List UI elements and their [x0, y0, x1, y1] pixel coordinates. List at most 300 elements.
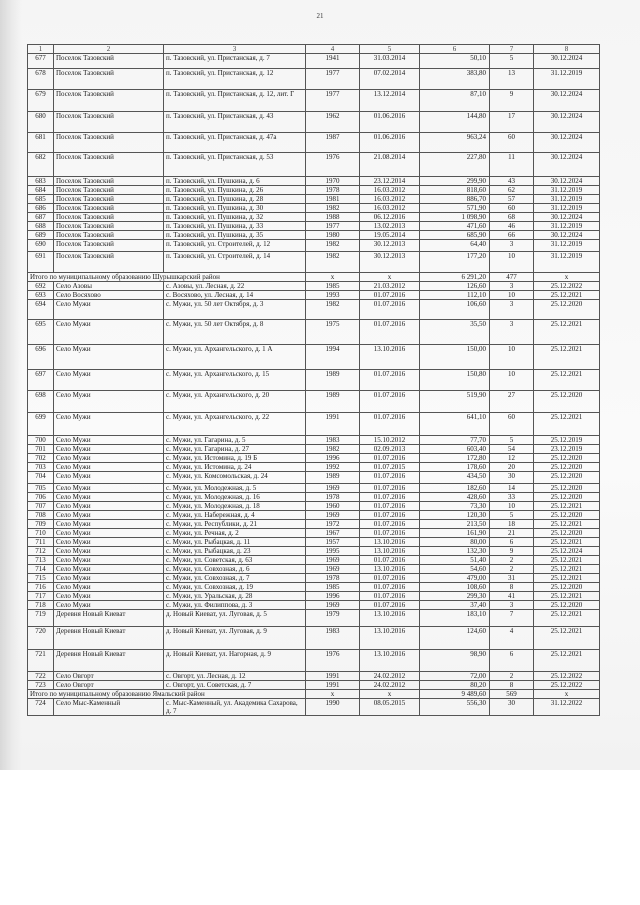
settlement-cell: Село Мужи: [54, 493, 164, 502]
area-cell: 54,60: [420, 565, 490, 574]
address-cell: с. Мужи, ул. Молодежная, д. 18: [164, 502, 306, 511]
area-cell: 112,10: [420, 291, 490, 300]
address-cell: с. Мужи, ул. Комсомольская, д. 24: [164, 472, 306, 484]
residents-cell: 27: [490, 391, 534, 413]
row-number-cell: 684: [28, 186, 54, 195]
settlement-cell: Поселок Тазовский: [54, 195, 164, 204]
residents-total-cell: 477: [490, 273, 534, 282]
recognition-date-cell: 01.07.2016: [360, 583, 420, 592]
area-cell: 144,80: [420, 112, 490, 133]
residents-cell: 66: [490, 231, 534, 240]
residents-cell: 10: [490, 502, 534, 511]
recognition-date-cell: 13.02.2013: [360, 222, 420, 231]
table-row: [28, 493, 600, 502]
residents-cell: 13: [490, 69, 534, 90]
row-number-cell: 691: [28, 252, 54, 273]
address-cell: п. Тазовский, ул. Пушкина, д. 6: [164, 177, 306, 186]
recognition-date-cell: 07.02.2014: [360, 69, 420, 90]
deadline-cell: 23.12.2019: [534, 445, 600, 454]
row-number-cell: 685: [28, 195, 54, 204]
settlement-cell: Село Мужи: [54, 391, 164, 413]
table-row: [28, 463, 600, 472]
table-row: [28, 240, 600, 252]
year-built-cell: 1995: [306, 547, 360, 556]
row-number-cell: 712: [28, 547, 54, 556]
deadline-cell: 31.12.2019: [534, 195, 600, 204]
area-cell: 886,70: [420, 195, 490, 204]
settlement-cell: Село Азовы: [54, 282, 164, 291]
area-cell: 471,60: [420, 222, 490, 231]
address-cell: с. Мыс-Каменный, ул. Академика Сахарова, д. 7: [164, 699, 306, 716]
table-row: [28, 370, 600, 391]
address-cell: с. Мужи, ул. Совхозная, д. 7: [164, 574, 306, 583]
deadline-cell: 30.12.2024: [534, 90, 600, 112]
address-cell: с. Мужи, ул. Молодежная, д. 5: [164, 484, 306, 493]
table-row: [28, 391, 600, 413]
settlement-cell: Село Мужи: [54, 520, 164, 529]
recognition-date-cell: 13.10.2016: [360, 650, 420, 672]
year-built-cell: 1985: [306, 282, 360, 291]
recognition-date-cell: 06.12.2016: [360, 213, 420, 222]
row-number-cell: 677: [28, 54, 54, 69]
table-row: [28, 436, 600, 445]
address-cell: п. Тазовский, ул. Пушкина, д. 35: [164, 231, 306, 240]
row-number-cell: 688: [28, 222, 54, 231]
residents-cell: 9: [490, 547, 534, 556]
area-cell: 172,80: [420, 454, 490, 463]
residents-cell: 60: [490, 204, 534, 213]
address-cell: с. Мужи, ул. Рыбацкая, д. 23: [164, 547, 306, 556]
row-number-cell: 680: [28, 112, 54, 133]
table-row: [28, 529, 600, 538]
settlement-cell: Поселок Тазовский: [54, 240, 164, 252]
deadline-cell: 25.12.2021: [534, 413, 600, 436]
address-cell: с. Мужи, ул. Архангельского, д. 22: [164, 413, 306, 436]
residents-cell: 5: [490, 436, 534, 445]
settlement-cell: Село Мужи: [54, 565, 164, 574]
address-cell: с. Мужи, ул. Рыбацкая, д. 11: [164, 538, 306, 547]
residents-cell: 10: [490, 252, 534, 273]
deadline-cell: 25.12.2021: [534, 574, 600, 583]
table-row: [28, 153, 600, 177]
recognition-date-cell: x: [360, 690, 420, 699]
year-built-cell: x: [306, 273, 360, 282]
deadline-cell: 25.12.2021: [534, 565, 600, 574]
table-row: [28, 320, 600, 345]
year-built-cell: 1989: [306, 391, 360, 413]
deadline-cell: 25.12.2020: [534, 583, 600, 592]
residents-cell: 3: [490, 601, 534, 610]
year-built-cell: 1991: [306, 681, 360, 690]
recognition-date-cell: 01.07.2016: [360, 556, 420, 565]
residents-cell: 7: [490, 610, 534, 627]
area-cell: 150,80: [420, 370, 490, 391]
address-cell: с. Мужи, ул. Архангельского, д. 1 А: [164, 345, 306, 370]
row-number-cell: 692: [28, 282, 54, 291]
settlement-cell: Село Овгорт: [54, 681, 164, 690]
area-cell: 183,10: [420, 610, 490, 627]
year-built-cell: 1967: [306, 529, 360, 538]
residents-cell: 20: [490, 463, 534, 472]
year-built-cell: 1982: [306, 445, 360, 454]
settlement-cell: Село Мужи: [54, 511, 164, 520]
address-cell: п. Тазовский, ул. Пристанская, д. 12, лит. Г: [164, 90, 306, 112]
year-built-cell: 1991: [306, 672, 360, 681]
residents-cell: 3: [490, 320, 534, 345]
deadline-cell: 25.12.2021: [534, 320, 600, 345]
recognition-date-cell: 16.03.2012: [360, 204, 420, 213]
area-cell: 177,20: [420, 252, 490, 273]
row-number-cell: 705: [28, 484, 54, 493]
area-total-cell: 9 489,60: [420, 690, 490, 699]
table-row: [28, 520, 600, 529]
housing-table: [27, 44, 600, 716]
deadline-cell: 31.12.2019: [534, 240, 600, 252]
area-cell: 299,90: [420, 177, 490, 186]
year-built-cell: 1996: [306, 592, 360, 601]
residents-cell: 46: [490, 222, 534, 231]
residents-cell: 33: [490, 493, 534, 502]
recognition-date-cell: 08.05.2015: [360, 699, 420, 716]
address-cell: с. Мужи, ул. Гагарина, д. 5: [164, 436, 306, 445]
recognition-date-cell: 01.07.2016: [360, 520, 420, 529]
deadline-cell: 25.12.2021: [534, 538, 600, 547]
deadline-cell: 31.12.2019: [534, 186, 600, 195]
area-cell: 1 098,90: [420, 213, 490, 222]
year-built-cell: 1985: [306, 583, 360, 592]
table-row: [28, 538, 600, 547]
area-cell: 80,20: [420, 681, 490, 690]
table-row: [28, 610, 600, 627]
residents-cell: 2: [490, 565, 534, 574]
table-row: [28, 345, 600, 370]
settlement-cell: Село Мужи: [54, 320, 164, 345]
row-number-cell: 710: [28, 529, 54, 538]
address-cell: с. Мужи, ул. Архангельского, д. 15: [164, 370, 306, 391]
address-cell: с. Овгорт, ул. Советская, д. 7: [164, 681, 306, 690]
area-cell: 106,60: [420, 300, 490, 320]
row-number-cell: 699: [28, 413, 54, 436]
settlement-cell: Поселок Тазовский: [54, 177, 164, 186]
year-built-cell: 1977: [306, 90, 360, 112]
column-number-cell: 7: [490, 45, 534, 54]
row-number-cell: 704: [28, 472, 54, 484]
area-cell: 120,30: [420, 511, 490, 520]
table-row: [28, 511, 600, 520]
area-cell: 428,60: [420, 493, 490, 502]
residents-cell: 21: [490, 529, 534, 538]
settlement-cell: Село Мужи: [54, 463, 164, 472]
year-built-cell: 1970: [306, 177, 360, 186]
address-cell: с. Мужи, ул. Набережная, д. 4: [164, 511, 306, 520]
area-cell: 227,80: [420, 153, 490, 177]
table-row: [28, 574, 600, 583]
address-cell: с. Мужи, ул. Совхозная, д. 19: [164, 583, 306, 592]
area-cell: 77,70: [420, 436, 490, 445]
year-built-cell: 1978: [306, 186, 360, 195]
settlement-cell: Село Мужи: [54, 413, 164, 436]
row-number-cell: 716: [28, 583, 54, 592]
table-row: [28, 90, 600, 112]
column-number-row: [28, 45, 600, 54]
address-cell: с. Мужи, ул. 50 лет Октября, д. 8: [164, 320, 306, 345]
address-cell: п. Тазовский, ул. Строителей, д. 14: [164, 252, 306, 273]
row-number-cell: 681: [28, 133, 54, 153]
table-row: [28, 195, 600, 204]
table-row: [28, 445, 600, 454]
recognition-date-cell: 23.12.2014: [360, 177, 420, 186]
settlement-cell: Село Овгорт: [54, 672, 164, 681]
address-cell: с. Мужи, ул. Республики, д. 21: [164, 520, 306, 529]
table-row: [28, 565, 600, 574]
deadline-cell: 31.12.2019: [534, 252, 600, 273]
row-number-cell: 682: [28, 153, 54, 177]
year-built-cell: 1993: [306, 291, 360, 300]
row-number-cell: 679: [28, 90, 54, 112]
row-number-cell: 723: [28, 681, 54, 690]
recognition-date-cell: 01.07.2016: [360, 592, 420, 601]
area-cell: 108,60: [420, 583, 490, 592]
row-number-cell: 721: [28, 650, 54, 672]
table-row: [28, 413, 600, 436]
address-cell: с. Мужи, ул. Советская, д. 63: [164, 556, 306, 565]
row-number-cell: 683: [28, 177, 54, 186]
year-built-cell: 1969: [306, 601, 360, 610]
settlement-cell: Село Мужи: [54, 556, 164, 565]
recognition-date-cell: 01.07.2016: [360, 502, 420, 511]
address-cell: с. Мужи, ул. Филиппова, д. 3: [164, 601, 306, 610]
settlement-cell: Поселок Тазовский: [54, 213, 164, 222]
year-built-cell: x: [306, 690, 360, 699]
subtotal-row: [28, 690, 600, 699]
recognition-date-cell: 01.07.2016: [360, 472, 420, 484]
recognition-date-cell: 01.07.2016: [360, 320, 420, 345]
recognition-date-cell: 01.07.2016: [360, 391, 420, 413]
area-cell: 50,10: [420, 54, 490, 69]
row-number-cell: 702: [28, 454, 54, 463]
address-cell: с. Мужи, ул. Гагарина, д. 27: [164, 445, 306, 454]
year-built-cell: 1988: [306, 213, 360, 222]
residents-cell: 5: [490, 54, 534, 69]
deadline-cell: 25.12.2021: [534, 592, 600, 601]
residents-cell: 3: [490, 282, 534, 291]
recognition-date-cell: 13.10.2016: [360, 565, 420, 574]
table-row: [28, 454, 600, 463]
table-row: [28, 627, 600, 650]
year-built-cell: 1983: [306, 627, 360, 650]
recognition-date-cell: 31.03.2014: [360, 54, 420, 69]
residents-cell: 12: [490, 454, 534, 463]
address-cell: д. Новый Киеват, ул. Луговая, д. 9: [164, 627, 306, 650]
table-row: [28, 484, 600, 493]
deadline-cell: 25.12.2024: [534, 547, 600, 556]
recognition-date-cell: 24.02.2012: [360, 672, 420, 681]
residents-cell: 10: [490, 345, 534, 370]
residents-cell: 2: [490, 556, 534, 565]
residents-cell: 6: [490, 538, 534, 547]
year-built-cell: 1969: [306, 556, 360, 565]
area-cell: 35,50: [420, 320, 490, 345]
year-built-cell: 1991: [306, 413, 360, 436]
settlement-cell: Село Мужи: [54, 538, 164, 547]
recognition-date-cell: 01.07.2016: [360, 601, 420, 610]
year-built-cell: 1989: [306, 472, 360, 484]
table-row: [28, 133, 600, 153]
area-cell: 641,10: [420, 413, 490, 436]
row-number-cell: 706: [28, 493, 54, 502]
year-built-cell: 1960: [306, 502, 360, 511]
recognition-date-cell: 21.08.2014: [360, 153, 420, 177]
address-cell: д. Новый Киеват, ул. Луговая, д. 5: [164, 610, 306, 627]
year-built-cell: 1979: [306, 610, 360, 627]
area-cell: 80,00: [420, 538, 490, 547]
row-number-cell: 690: [28, 240, 54, 252]
row-number-cell: 694: [28, 300, 54, 320]
settlement-cell: Деревня Новый Киеват: [54, 610, 164, 627]
row-number-cell: 689: [28, 231, 54, 240]
table-row: [28, 69, 600, 90]
year-built-cell: 1957: [306, 538, 360, 547]
area-cell: 603,40: [420, 445, 490, 454]
table-row: [28, 112, 600, 133]
recognition-date-cell: 01.07.2016: [360, 529, 420, 538]
deadline-cell: 25.12.2021: [534, 556, 600, 565]
address-cell: с. Мужи, ул. Речная, д. 2: [164, 529, 306, 538]
recognition-date-cell: 13.12.2014: [360, 90, 420, 112]
area-cell: 87,10: [420, 90, 490, 112]
address-cell: п. Тазовский, ул. Пристанская, д. 47а: [164, 133, 306, 153]
area-cell: 685,90: [420, 231, 490, 240]
address-cell: п. Тазовский, ул. Пристанская, д. 53: [164, 153, 306, 177]
residents-total-cell: 569: [490, 690, 534, 699]
settlement-cell: Село Мужи: [54, 547, 164, 556]
year-built-cell: 1969: [306, 511, 360, 520]
deadline-cell: 25.12.2021: [534, 650, 600, 672]
recognition-date-cell: 21.03.2012: [360, 282, 420, 291]
recognition-date-cell: 01.06.2016: [360, 133, 420, 153]
address-cell: с. Азовы, ул. Лесная, д. 22: [164, 282, 306, 291]
row-number-cell: 686: [28, 204, 54, 213]
area-cell: 299,30: [420, 592, 490, 601]
address-cell: п. Тазовский, ул. Пушкина, д. 33: [164, 222, 306, 231]
recognition-date-cell: 01.07.2015: [360, 463, 420, 472]
deadline-cell: 25.12.2021: [534, 291, 600, 300]
year-built-cell: 1982: [306, 204, 360, 213]
table-row: [28, 204, 600, 213]
table-row: [28, 681, 600, 690]
table-row: [28, 592, 600, 601]
deadline-cell: 31.12.2022: [534, 699, 600, 716]
settlement-cell: Село Мужи: [54, 445, 164, 454]
column-number-cell: 1: [28, 45, 54, 54]
area-cell: 150,00: [420, 345, 490, 370]
area-cell: 571,90: [420, 204, 490, 213]
area-cell: 178,60: [420, 463, 490, 472]
settlement-cell: Село Мужи: [54, 601, 164, 610]
row-number-cell: 714: [28, 565, 54, 574]
recognition-date-cell: 01.07.2016: [360, 370, 420, 391]
residents-cell: 18: [490, 520, 534, 529]
table-row: [28, 213, 600, 222]
deadline-cell: 25.12.2020: [534, 391, 600, 413]
area-cell: 383,80: [420, 69, 490, 90]
year-built-cell: 1989: [306, 370, 360, 391]
address-cell: п. Тазовский, ул. Пушкина, д. 26: [164, 186, 306, 195]
deadline-cell: 25.12.2020: [534, 454, 600, 463]
settlement-cell: Деревня Новый Киеват: [54, 627, 164, 650]
settlement-cell: Село Мужи: [54, 583, 164, 592]
row-number-cell: 720: [28, 627, 54, 650]
table-row: [28, 54, 600, 69]
area-cell: 818,60: [420, 186, 490, 195]
recognition-date-cell: 01.07.2016: [360, 454, 420, 463]
recognition-date-cell: 01.07.2016: [360, 493, 420, 502]
table-row: [28, 547, 600, 556]
area-cell: 64,40: [420, 240, 490, 252]
year-built-cell: 1972: [306, 520, 360, 529]
row-number-cell: 703: [28, 463, 54, 472]
year-built-cell: 1994: [306, 345, 360, 370]
year-built-cell: 1977: [306, 222, 360, 231]
settlement-cell: Село Мужи: [54, 345, 164, 370]
year-built-cell: 1977: [306, 69, 360, 90]
recognition-date-cell: 01.07.2016: [360, 511, 420, 520]
deadline-cell: 31.12.2019: [534, 222, 600, 231]
deadline-cell: 25.12.2022: [534, 672, 600, 681]
residents-cell: 11: [490, 153, 534, 177]
settlement-cell: Поселок Тазовский: [54, 90, 164, 112]
area-cell: 132,30: [420, 547, 490, 556]
address-cell: с. Мужи, ул. 50 лет Октября, д. 3: [164, 300, 306, 320]
deadline-cell: 25.12.2020: [534, 511, 600, 520]
residents-cell: 3: [490, 240, 534, 252]
settlement-cell: Поселок Тазовский: [54, 231, 164, 240]
residents-cell: 10: [490, 291, 534, 300]
deadline-cell: 25.12.2022: [534, 282, 600, 291]
settlement-cell: Село Восяхово: [54, 291, 164, 300]
residents-cell: 54: [490, 445, 534, 454]
recognition-date-cell: 13.10.2016: [360, 345, 420, 370]
residents-cell: 2: [490, 672, 534, 681]
address-cell: п. Тазовский, ул. Пристанская, д. 12: [164, 69, 306, 90]
deadline-cell: 25.12.2020: [534, 601, 600, 610]
row-number-cell: 709: [28, 520, 54, 529]
settlement-cell: Поселок Тазовский: [54, 69, 164, 90]
residents-cell: 9: [490, 90, 534, 112]
area-cell: 519,90: [420, 391, 490, 413]
residents-cell: 4: [490, 627, 534, 650]
residents-cell: 6: [490, 650, 534, 672]
area-total-cell: 6 291,20: [420, 273, 490, 282]
deadline-cell: 30.12.2024: [534, 112, 600, 133]
recognition-date-cell: 24.02.2012: [360, 681, 420, 690]
year-built-cell: 1976: [306, 153, 360, 177]
row-number-cell: 707: [28, 502, 54, 511]
area-cell: 434,50: [420, 472, 490, 484]
recognition-date-cell: 02.09.2013: [360, 445, 420, 454]
recognition-date-cell: 01.07.2016: [360, 300, 420, 320]
settlement-cell: Поселок Тазовский: [54, 204, 164, 213]
table-row: [28, 650, 600, 672]
year-built-cell: 1983: [306, 436, 360, 445]
address-cell: п. Тазовский, ул. Пушкина, д. 30: [164, 204, 306, 213]
settlement-cell: Село Мужи: [54, 454, 164, 463]
settlement-cell: Село Мужи: [54, 436, 164, 445]
year-built-cell: 1976: [306, 650, 360, 672]
area-cell: 124,60: [420, 627, 490, 650]
column-number-cell: 8: [534, 45, 600, 54]
recognition-date-cell: 13.10.2016: [360, 547, 420, 556]
